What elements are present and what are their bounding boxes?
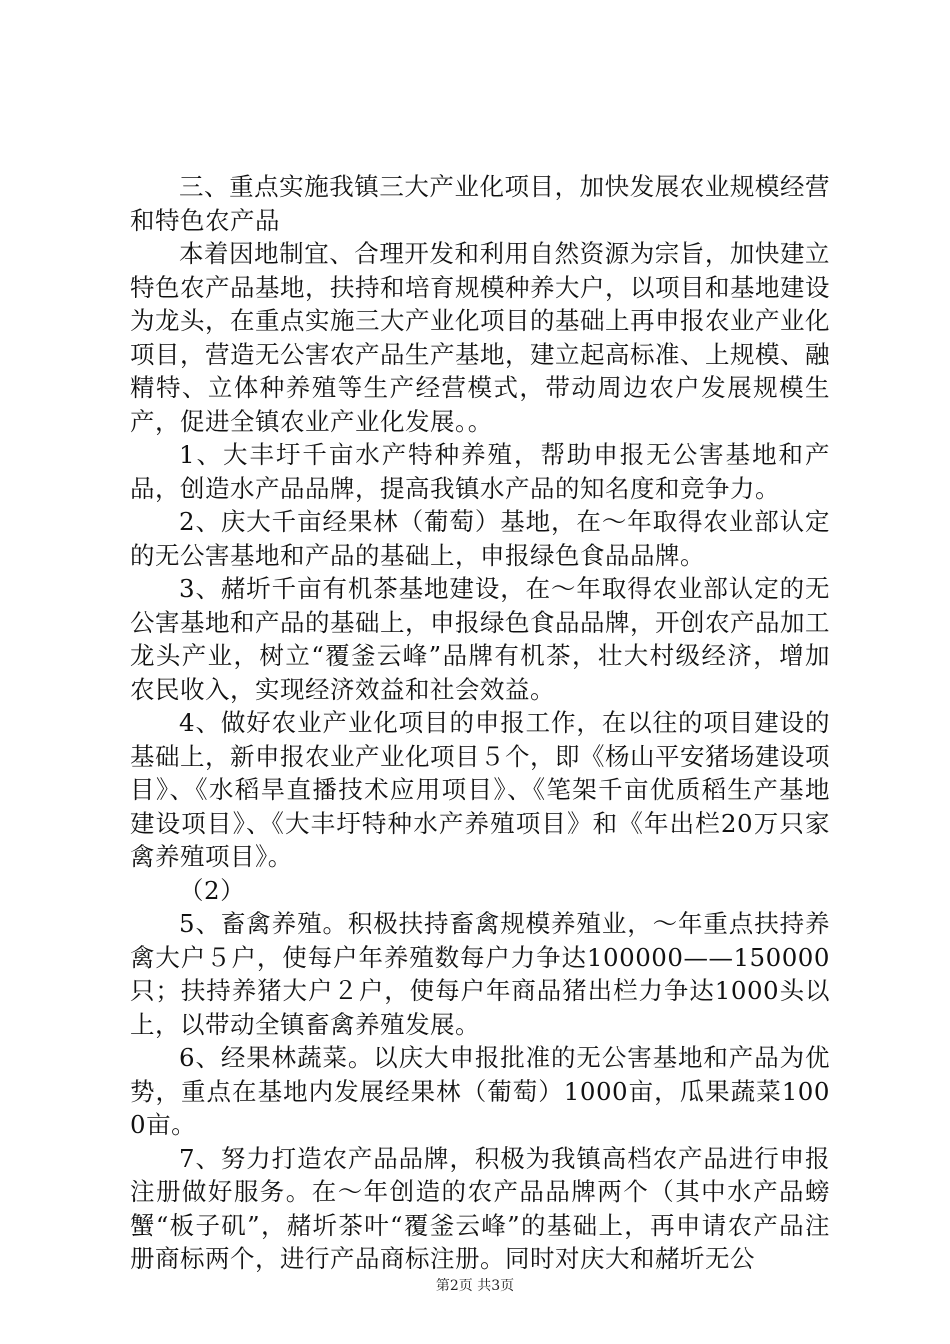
item-7-paragraph: 7、努力打造农产品品牌，积极为我镇高档农产品进行申报注册做好服务。在～年创造的农产品品牌两个（其中水产品螃蟹“板子矶”，赭圻茶叶“覆釜云峰”的基础上，再申请农产品注册商标两个，进行产品商标注册。同时对庆大和赭圻无公 (130, 1143, 830, 1273)
item-2-paragraph: 2、庆大千亩经果林（葡萄）基地，在～年取得农业部认定的无公害基地和产品的基础上，申报绿色食品品牌。 (130, 507, 830, 570)
item-1-paragraph: 1、大丰圩千亩水产特种养殖，帮助申报无公害基地和产品，创造水产品品牌，提高我镇水产品的知名度和竞争力。 (130, 440, 830, 503)
document-body (130, 170, 830, 1276)
section-heading: 三、重点实施我镇三大产业化项目，加快发展农业规模经营和特色农产品 (130, 172, 830, 235)
item-3-paragraph: 3、赭圻千亩有机茶基地建设，在～年取得农业部认定的无公害基地和产品的基础上，申报绿色食品品牌，开创农产品加工龙头产业，树立“覆釜云峰”品牌有机茶，壮大村级经济，增加农民收入，实现经济效益和社会效益。 (130, 574, 830, 704)
intro-paragraph: 本着因地制宜、合理开发和利用自然资源为宗旨，加快建立特色农产品基地，扶持和培育规模种养大户，以项目和基地建设为龙头，在重点实施三大产业化项目的基础上再申报农业产业化项目，营造无公害农产品生产基地，建立起高标准、上规模、融精特、立体种养殖等生产经营模式，带动周边农户发展规模生产，促进全镇农业产业化发展。。 (130, 239, 830, 436)
item-5-paragraph: 5、畜禽养殖。积极扶持畜禽规模养殖业，～年重点扶持养禽大户５户，使每户年养殖数每户力争达100000——150000只；扶持养猪大户２户，使每户年商品猪出栏力争达1000头以上，以带动全镇畜禽养殖发展。 (130, 909, 830, 1039)
item-4-paragraph: 4、做好农业产业化项目的申报工作，在以往的项目建设的基础上，新申报农业产业化项目５个，即《杨山平安猪场建设项目》、《水稻旱直播技术应用项目》、《笔架千亩优质稻生产基地建设项目》、《大丰圩特种水产养殖项目》和《年出栏20万只家禽养殖项目》。 (130, 708, 830, 871)
page-number-footer: 第2页 共3页 (435, 1278, 515, 1294)
subsection-marker: （2） (179, 875, 246, 905)
item-6-paragraph: 6、经果林蔬菜。以庆大申报批准的无公害基地和产品为优势，重点在基地内发展经果林（葡萄）1000亩，瓜果蔬菜1000亩。 (130, 1043, 830, 1139)
